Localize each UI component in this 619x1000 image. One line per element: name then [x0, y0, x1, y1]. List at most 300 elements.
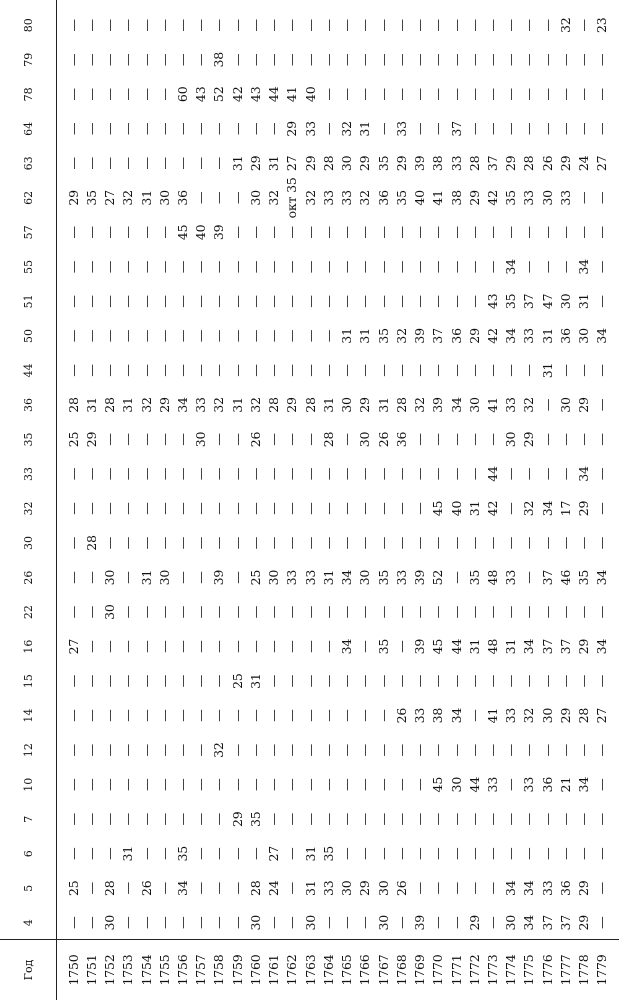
- table-cell: —: [65, 157, 81, 170]
- table-cell: 48: [484, 638, 500, 655]
- table-cell: 30: [448, 776, 464, 793]
- year-cell: 1779: [594, 954, 610, 986]
- table-cell: 31: [302, 880, 318, 896]
- table-cell: 32: [412, 397, 428, 413]
- table-cell: 33: [284, 569, 300, 586]
- table-cell: —: [466, 364, 482, 377]
- table-cell: —: [120, 605, 136, 619]
- table-cell: —: [193, 157, 209, 170]
- column-header: 55: [21, 259, 35, 274]
- table-cell: 32: [266, 190, 282, 206]
- table-cell: —: [466, 744, 482, 757]
- table-cell: —: [448, 364, 464, 377]
- table-cell: —: [375, 502, 391, 515]
- year-cell: 1757: [193, 954, 209, 986]
- table-cell: 32: [247, 397, 263, 413]
- table-cell: —: [339, 605, 355, 619]
- table-cell: 29: [393, 155, 409, 172]
- table-cell: —: [320, 916, 336, 929]
- table-cell: 30: [339, 880, 355, 896]
- table-cell: —: [320, 122, 336, 135]
- table-cell: —: [229, 605, 245, 619]
- table-cell: —: [539, 53, 555, 66]
- table-cell: —: [138, 467, 154, 481]
- table-cell: —: [120, 88, 136, 101]
- table-cell: —: [193, 260, 209, 274]
- table-cell: —: [594, 536, 610, 550]
- table-cell: —: [138, 916, 154, 929]
- table-cell: —: [320, 709, 336, 722]
- table-cell: —: [557, 536, 573, 550]
- table-cell: —: [247, 605, 263, 619]
- column-header: 57: [21, 225, 35, 240]
- table-cell: —: [357, 19, 373, 32]
- table-cell: 34: [576, 466, 592, 482]
- table-cell: —: [156, 847, 172, 860]
- table-cell: 41: [430, 190, 446, 206]
- table-cell: —: [266, 329, 282, 343]
- table-cell: —: [156, 295, 172, 308]
- table-cell: —: [302, 295, 318, 308]
- table-cell: —: [302, 226, 318, 239]
- table-cell: —: [138, 536, 154, 550]
- table-cell: —: [211, 916, 227, 929]
- table-cell: —: [284, 605, 300, 619]
- table-cell: —: [83, 122, 99, 135]
- table-cell: —: [102, 88, 118, 101]
- table-cell: —: [211, 709, 227, 722]
- table-cell: —: [430, 744, 446, 757]
- table-cell: —: [120, 536, 136, 550]
- table-cell: —: [448, 19, 464, 32]
- table-cell: 30: [247, 190, 263, 206]
- table-cell: —: [320, 502, 336, 515]
- table-cell: 33: [448, 155, 464, 172]
- table-cell: —: [156, 433, 172, 446]
- table-cell: —: [430, 364, 446, 377]
- column-header: 14: [21, 708, 35, 723]
- table-cell: 41: [484, 707, 500, 724]
- table-cell: —: [539, 260, 555, 274]
- column-header: 26: [21, 570, 35, 585]
- table-cell: —: [412, 364, 428, 377]
- table-cell: 28: [65, 397, 81, 413]
- table-cell: —: [557, 813, 573, 826]
- table-cell: —: [193, 364, 209, 377]
- table-cell: —: [120, 778, 136, 791]
- table-cell: —: [576, 191, 592, 205]
- table-cell: 32: [211, 397, 227, 413]
- table-cell: —: [247, 329, 263, 343]
- table-cell: —: [339, 53, 355, 66]
- table-cell: —: [229, 433, 245, 446]
- table-cell: —: [375, 88, 391, 101]
- table-cell: 37: [448, 121, 464, 137]
- table-cell: —: [302, 364, 318, 377]
- table-cell: —: [102, 502, 118, 515]
- table-cell: 45: [430, 500, 446, 517]
- table-cell: 41: [484, 397, 500, 413]
- table-cell: 29: [466, 328, 482, 344]
- table-cell: 32: [357, 190, 373, 206]
- table-cell: 31: [229, 155, 245, 172]
- table-cell: —: [102, 53, 118, 66]
- table-cell: —: [503, 605, 519, 619]
- year-cell: 1775: [521, 954, 537, 986]
- table-cell: 35: [83, 190, 99, 206]
- table-cell: —: [320, 226, 336, 239]
- table-cell: —: [65, 813, 81, 826]
- table-cell: 30: [339, 155, 355, 172]
- table-cell: 30: [156, 190, 172, 206]
- table-cell: —: [83, 260, 99, 274]
- table-cell: 31: [466, 500, 482, 517]
- table-cell: —: [156, 709, 172, 722]
- table-cell: —: [503, 53, 519, 66]
- table-cell: 29: [284, 397, 300, 413]
- table-cell: 25: [247, 569, 263, 586]
- table-cell: —: [120, 640, 136, 653]
- table-cell: 33: [393, 121, 409, 137]
- table-cell: —: [320, 364, 336, 377]
- table-cell: —: [393, 744, 409, 757]
- table-cell: —: [430, 122, 446, 135]
- table-cell: 29: [557, 707, 573, 724]
- table-cell: —: [193, 778, 209, 791]
- table-cell: —: [120, 295, 136, 308]
- table-cell: —: [576, 847, 592, 860]
- year-cell: 1768: [393, 954, 409, 986]
- table-cell: —: [357, 260, 373, 274]
- table-cell: —: [102, 674, 118, 688]
- table-cell: —: [247, 19, 263, 32]
- column-header: 22: [21, 605, 35, 620]
- table-cell: —: [83, 226, 99, 239]
- table-cell: —: [284, 329, 300, 343]
- table-cell: 26: [393, 707, 409, 724]
- table-cell: —: [539, 88, 555, 101]
- table-cell: —: [430, 19, 446, 32]
- table-cell: —: [466, 53, 482, 66]
- table-cell: 28: [320, 155, 336, 172]
- table-cell: —: [521, 813, 537, 826]
- table-cell: 32: [557, 17, 573, 34]
- table-cell: —: [193, 882, 209, 895]
- table-cell: —: [193, 605, 209, 619]
- header-year-label: Год: [21, 959, 35, 981]
- table-cell: —: [65, 226, 81, 239]
- table-cell: —: [339, 364, 355, 377]
- table-cell: —: [211, 157, 227, 170]
- table-cell: —: [175, 813, 190, 826]
- table-cell: —: [65, 744, 81, 757]
- table-cell: 35: [175, 845, 190, 862]
- table-cell: —: [448, 295, 464, 308]
- table-cell: —: [375, 226, 391, 239]
- table-cell: —: [83, 88, 99, 101]
- table-cell: —: [375, 847, 391, 860]
- table-cell: —: [594, 847, 610, 860]
- table-cell: 29: [576, 397, 592, 413]
- table-cell: —: [393, 536, 409, 550]
- table-cell: 39: [412, 638, 428, 655]
- table-cell: —: [120, 364, 136, 377]
- table-cell: —: [339, 467, 355, 481]
- table-cell: —: [65, 329, 81, 343]
- table-cell: —: [247, 295, 263, 308]
- table-cell: 31: [320, 397, 336, 413]
- table-cell: 30: [102, 569, 118, 586]
- table-cell: 41: [284, 86, 300, 103]
- table-cell: 29: [357, 397, 373, 413]
- table-cell: —: [576, 536, 592, 550]
- table-cell: 37: [539, 914, 555, 931]
- table-cell: 48: [484, 569, 500, 586]
- table-cell: —: [65, 88, 81, 101]
- table-cell: —: [102, 157, 118, 170]
- table-cell: —: [594, 882, 610, 895]
- table-cell: —: [83, 744, 99, 757]
- table-cell: —: [594, 813, 610, 826]
- table-cell: 29: [83, 431, 99, 448]
- table-cell: —: [539, 744, 555, 757]
- table-cell: —: [284, 364, 300, 377]
- table-cell: —: [594, 191, 610, 205]
- table-cell: 34: [521, 880, 537, 896]
- table-cell: —: [430, 847, 446, 860]
- table-cell: —: [266, 605, 282, 619]
- table-cell: —: [102, 813, 118, 826]
- table-cell: —: [484, 433, 500, 446]
- table-cell: —: [484, 364, 500, 377]
- table-cell: —: [448, 674, 464, 688]
- table-cell: 27: [284, 155, 300, 172]
- table-cell: —: [594, 53, 610, 66]
- table-cell: —: [448, 53, 464, 66]
- table-cell: —: [175, 53, 190, 66]
- table-cell: —: [430, 295, 446, 308]
- table-cell: —: [375, 260, 391, 274]
- table-cell: —: [266, 122, 282, 135]
- table-cell: —: [138, 813, 154, 826]
- table-cell: 29: [576, 638, 592, 655]
- table-cell: —: [65, 709, 81, 722]
- table-cell: —: [229, 329, 245, 343]
- table-cell: —: [375, 709, 391, 722]
- table-cell: —: [448, 571, 464, 584]
- table-cell: —: [193, 536, 209, 550]
- table-cell: 27: [594, 707, 610, 724]
- table-cell: —: [448, 260, 464, 274]
- table-cell: —: [412, 295, 428, 308]
- table-cell: 28: [247, 880, 263, 896]
- table-cell: 38: [211, 52, 227, 68]
- table-cell: —: [211, 502, 227, 515]
- table-cell: —: [102, 467, 118, 481]
- table-cell: 31: [138, 190, 154, 206]
- table-cell: 36: [448, 328, 464, 344]
- table-cell: —: [466, 882, 482, 895]
- table-cell: —: [120, 882, 136, 895]
- table-cell: —: [65, 53, 81, 66]
- table-cell: —: [193, 467, 209, 481]
- table-cell: —: [284, 295, 300, 308]
- table-cell: —: [193, 813, 209, 826]
- table-cell: —: [266, 364, 282, 377]
- table-cell: —: [594, 744, 610, 757]
- table-cell: 31: [247, 673, 263, 689]
- table-cell: —: [357, 295, 373, 308]
- table-cell: —: [484, 916, 500, 929]
- table-cell: 44: [448, 638, 464, 655]
- year-cell: 1774: [503, 954, 519, 986]
- table-cell: 28: [320, 431, 336, 448]
- table-cell: —: [448, 226, 464, 239]
- table-cell: —: [576, 122, 592, 135]
- table-cell: —: [466, 605, 482, 619]
- table-cell: 29: [357, 880, 373, 896]
- table-cell: —: [102, 364, 118, 377]
- table-cell: 35: [466, 569, 482, 586]
- table-cell: 36: [175, 190, 190, 206]
- table-cell: —: [302, 744, 318, 757]
- table-cell: —: [302, 502, 318, 515]
- table-cell: —: [302, 778, 318, 791]
- table-cell: 25: [65, 880, 81, 896]
- table-cell: 23: [594, 17, 610, 34]
- table-cell: 34: [175, 880, 190, 896]
- table-cell: 17: [557, 500, 573, 517]
- table-cell: —: [320, 536, 336, 550]
- table-cell: —: [65, 916, 81, 929]
- table-cell: —: [339, 260, 355, 274]
- table-cell: —: [302, 53, 318, 66]
- table-cell: —: [503, 813, 519, 826]
- table-cell: —: [484, 605, 500, 619]
- table-cell: 36: [375, 190, 391, 206]
- table-cell: 32: [302, 190, 318, 206]
- table-cell: —: [375, 674, 391, 688]
- table-cell: —: [393, 295, 409, 308]
- column-header: 44: [21, 363, 35, 378]
- table-cell: 40: [448, 500, 464, 517]
- table-cell: 33: [193, 397, 209, 413]
- table-cell: —: [594, 916, 610, 929]
- table-cell: —: [484, 260, 500, 274]
- year-cell: 1769: [412, 954, 428, 986]
- table-cell: —: [320, 19, 336, 32]
- column-header: 16: [21, 639, 35, 654]
- table-cell: 31: [120, 845, 136, 862]
- table-cell: —: [320, 605, 336, 619]
- column-header: 64: [21, 121, 35, 136]
- table-cell: —: [83, 502, 99, 515]
- table-cell: 32: [138, 397, 154, 413]
- year-cell: 1753: [120, 954, 136, 986]
- table-cell: —: [375, 467, 391, 481]
- table-cell: —: [247, 260, 263, 274]
- year-cell: 1763: [302, 954, 318, 986]
- table-cell: —: [412, 122, 428, 135]
- year-cell: 1762: [284, 954, 300, 986]
- table-cell: —: [320, 813, 336, 826]
- table-cell: —: [229, 53, 245, 66]
- table-cell: 30: [557, 293, 573, 310]
- table-cell: —: [448, 813, 464, 826]
- table-cell: —: [266, 433, 282, 446]
- table-cell: —: [466, 847, 482, 860]
- table-cell: —: [339, 709, 355, 722]
- table-cell: —: [539, 122, 555, 135]
- table-cell: —: [83, 674, 99, 688]
- table-cell: —: [320, 88, 336, 101]
- table-cell: —: [229, 19, 245, 32]
- table-cell: 37: [557, 638, 573, 655]
- table-cell: —: [393, 778, 409, 791]
- table-cell: —: [138, 53, 154, 66]
- table-cell: 30: [102, 604, 118, 620]
- table-cell: —: [594, 226, 610, 239]
- table-cell: —: [521, 847, 537, 860]
- table-cell: 33: [302, 121, 318, 137]
- table-cell: 32: [521, 707, 537, 724]
- table-cell: —: [193, 329, 209, 343]
- table-cell: —: [466, 19, 482, 32]
- table-cell: —: [175, 329, 190, 343]
- table-cell: —: [339, 744, 355, 757]
- table-cell: —: [229, 364, 245, 377]
- table-cell: 37: [521, 293, 537, 310]
- table-cell: —: [156, 329, 172, 343]
- table-cell: 44: [484, 466, 500, 482]
- table-cell: —: [266, 467, 282, 481]
- table-cell: —: [120, 53, 136, 66]
- table-cell: —: [120, 916, 136, 929]
- table-cell: —: [466, 433, 482, 446]
- table-cell: —: [357, 674, 373, 688]
- table-cell: —: [302, 605, 318, 619]
- table-cell: —: [102, 433, 118, 446]
- table-cell: —: [412, 605, 428, 619]
- table-cell: —: [211, 467, 227, 481]
- table-cell: —: [448, 882, 464, 895]
- table-cell: —: [302, 329, 318, 343]
- table-cell: —: [211, 295, 227, 308]
- table-cell: 34: [576, 776, 592, 793]
- table-cell: —: [266, 916, 282, 929]
- table-cell: —: [211, 433, 227, 446]
- table-cell: —: [576, 744, 592, 757]
- table-cell: —: [102, 260, 118, 274]
- table-cell: —: [448, 467, 464, 481]
- table-cell: —: [83, 709, 99, 722]
- table-cell: 32: [393, 328, 409, 344]
- year-cell: 1777: [557, 954, 573, 986]
- table-cell: —: [320, 744, 336, 757]
- table-cell: —: [448, 744, 464, 757]
- table-cell: —: [193, 916, 209, 929]
- table-cell: 31: [576, 293, 592, 310]
- table-cell: —: [266, 709, 282, 722]
- table-cell: 31: [357, 328, 373, 344]
- table-cell: 31: [120, 397, 136, 413]
- table-cell: —: [193, 674, 209, 688]
- table-cell: —: [430, 433, 446, 446]
- year-cell: 1751: [83, 954, 99, 986]
- table-cell: —: [65, 19, 81, 32]
- table-cell: —: [466, 226, 482, 239]
- table-cell: 60: [175, 86, 190, 103]
